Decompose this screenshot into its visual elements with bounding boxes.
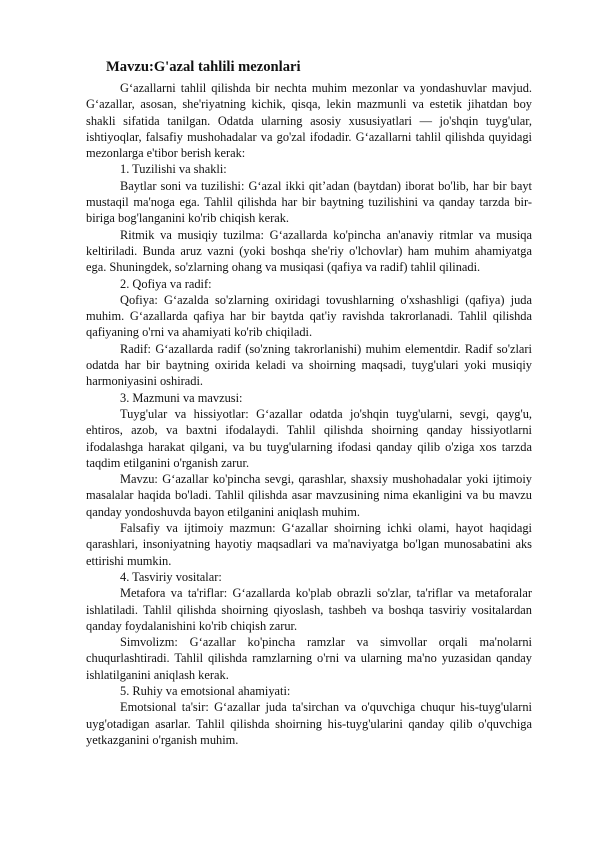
section-heading-devices: 4. Tasviriy vositalar: (120, 569, 222, 584)
section-heading-content: 3. Mazmuni va mavzusi: (120, 390, 243, 405)
paragraph-philosophy: Falsafiy va ijtimoiy mazmun: G‘azallar shoirning ichki olami, hayot haqidagi qarashlari, insoniyatning hayotiy maqsadlari va ma'naviyatga bo'lgan munosabatini aks ettirishi mumkin. (86, 521, 532, 568)
paragraph-bayts: Baytlar soni va tuzilishi: G‘azal ikki qit’adan (baytdan) iborat bo'lib, har bir bayt mustaqil ma'noga ega. Tahlil qilishda har bir baytning tuzilishini va qanday tarzda bir-biriga bog'langanini ko'rib chiqish kerak. (86, 178, 532, 226)
section-heading-structure: 1. Tuzilishi va shakli: (120, 162, 227, 177)
paragraph-radif: Radif: G‘azallarda radif (so'zning takrorlanishi) muhim elementdir. Radif so'zlari odatda har bir baytning oxirida keladi va shoirning maqsadi, tuyg'ulari yoki musiqiy harmoniyasini oshiradi. (86, 341, 532, 389)
paragraph-metaphor: Metafora va ta'riflar: G‘azallarda ko'plab obrazli so'zlar, ta'riflar va metaforalar ishlatiladi. Tahlil qilishda shoirning qiyoslash, tashbeh va boshqa tasviriy vositalardan qanday foydalanishini ko'rib chiqish zarur. (86, 586, 532, 633)
section-heading-emotional: 5. Ruhiy va emotsional ahamiyati: (120, 683, 291, 698)
page-title: Mavzu:G'azal tahlili mezonlari (106, 59, 301, 75)
document-page (86, 58, 532, 748)
section-heading-rhyme: 2. Qofiya va radif: (120, 276, 212, 291)
paragraph-symbolism: Simvolizm: G‘azallar ko'pincha ramzlar va simvollar orqali ma'nolarni chuqurlashtiradi. Tahlil qilishda ramzlarning o'rni va ularning ma'no yuzasidan qanday ishlatilganini aniqlash kerak. (86, 635, 532, 682)
paragraph-feelings: Tuyg'ular va hissiyotlar: G‘azallar odatda jo'shqin tuyg'ularni, sevgi, qayg'u, ehtiros, azob, va baxtni ifodalaydi. Tahlil qilishda shoirning qanday hissiyotlarni ifodalashga harakat qilgani, va bu tuyg'ularning ifodasi qanday qilib o'ziga xos tarzda taqdim etilganini o'rganish zarur. (86, 406, 532, 470)
paragraph-theme: Mavzu: G‘azallar ko'pincha sevgi, qarashlar, shaxsiy mushohadalar yoki ijtimoiy masalalar haqida bo'ladi. Tahlil qilishda asar mavzusining nima ekanligini va bu mavzu qanday yondoshuvda bayon etilganini aniqlash muhim. (86, 472, 532, 519)
paragraph-emotional-impact: Emotsional ta'sir: G‘azallar juda ta'sirchan va o'quvchiga chuqur his-tuyg'ularni uyg'otadigan asarlar. Tahlil qilishda shoirning his-tuyg'ularini qanday qilib o'quvchiga yetkazganini o'rganish muhim. (86, 700, 532, 747)
intro-paragraph: G‘azallarni tahlil qilishda bir nechta muhim mezonlar va yondashuvlar mavjud. G‘azallar, asosan, she'riyatning kichik, qisqa, lekin mazmunli va estetik jihatdan boy shakli sifatida tanilgan. Odatda ularning asosiy xususiyatlari — jo'shqin tuyg'ular, ishtiyoqlar, falsafiy mushohadalar va go'zal ifodadir. G‘azallarni tahlil qilishda quyidagi mezonlarga e'tibor berish kerak: (86, 81, 532, 161)
paragraph-rhythm: Ritmik va musiqiy tuzilma: G‘azallarda ko'pincha an'anaviy ritmlar va musiqa keltiriladi. Bunda aruz vazni (yoki boshqa she'riy o'lchovlar) ham muhim ahamiyatga ega. Shuningdek, so'zlarning ohang va musiqasi (qafiya va radif) tahlil qilinadi. (86, 227, 532, 275)
paragraph-qofiya: Qofiya: G‘azalda so'zlarning oxiridagi tovushlarning o'xshashligi (qafiya) juda muhim. G‘azallarda qafiya har bir baytda qat'iy ravishda takrorlanadi. Tahlil qilishda qafiyaning o'rni va ahamiyati ko'rib chiqiladi. (86, 292, 532, 340)
